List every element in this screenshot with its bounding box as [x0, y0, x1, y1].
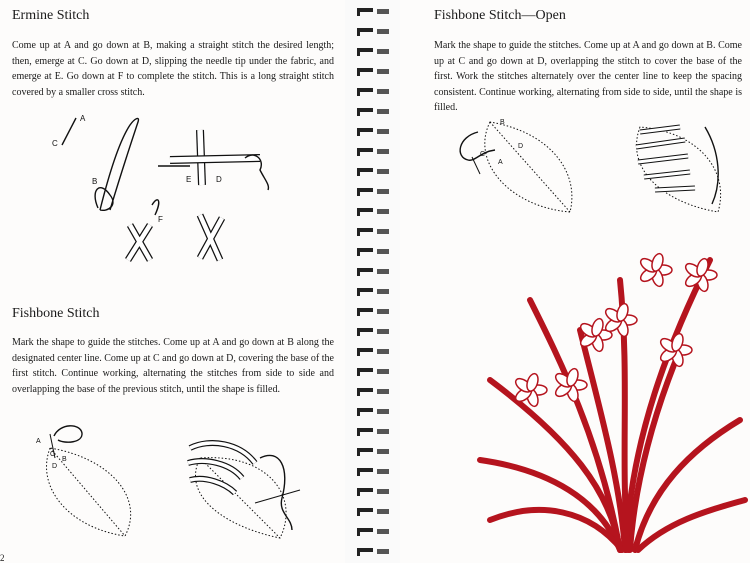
- binding-ring: [357, 248, 389, 256]
- fishbone-label-a: A: [36, 438, 41, 445]
- binding-ring: [357, 268, 389, 276]
- binding-ring: [357, 188, 389, 196]
- binding-ring: [357, 488, 389, 496]
- ermine-stitch-instructions: Come up at A and go down at B, making a straight stitch the desired length; then, emerge at C. Go down at D, slipping the needle tip under the fabric, and emerge at E. Go down at F to complete the stitch. This is a long straight stitch covered by a smaller cross stitch.: [12, 40, 334, 98]
- ermine-label-a: A: [80, 114, 86, 123]
- binding-ring: [357, 528, 389, 536]
- fishbone-stitch-heading: Fishbone Stitch: [12, 306, 100, 321]
- open-label-a: A: [498, 159, 503, 166]
- spiral-binding: [345, 0, 400, 563]
- left-page: [0, 0, 345, 563]
- binding-rings: [345, 0, 400, 563]
- binding-ring: [357, 428, 389, 436]
- iris-leaf: [626, 260, 710, 550]
- binding-ring: [357, 168, 389, 176]
- ermine-label-d: D: [216, 175, 222, 184]
- binding-ring: [357, 28, 389, 36]
- page-number: 2: [0, 553, 5, 563]
- binding-ring: [357, 408, 389, 416]
- binding-ring: [357, 308, 389, 316]
- fishbone-stitch-diagram: [30, 418, 310, 543]
- ermine-label-c: C: [52, 139, 58, 148]
- binding-ring: [357, 328, 389, 336]
- binding-ring: [357, 348, 389, 356]
- ermine-label-b: B: [92, 177, 98, 186]
- binding-ring: [357, 548, 389, 556]
- fishbone-open-diagram: [450, 112, 740, 222]
- open-label-c: C: [480, 151, 486, 158]
- binding-ring: [357, 68, 389, 76]
- fishbone-label-d: D: [52, 463, 58, 470]
- binding-ring: [357, 48, 389, 56]
- fishbone-open-heading: Fishbone Stitch—Open: [434, 8, 566, 23]
- binding-ring: [357, 508, 389, 516]
- binding-ring: [357, 8, 389, 16]
- binding-ring: [357, 368, 389, 376]
- fishbone-stitch-instructions: Mark the shape to guide the stitches. Come up at A and go down at B along the designated center line. Come up at C and go down at D, covering the base of the first stitch. Continue working, alternating the stitches from side to side and overlapping the base of the previous stitch, until the shape is filled.: [12, 337, 334, 395]
- binding-ring: [357, 388, 389, 396]
- binding-ring: [357, 128, 389, 136]
- ermine-label-e: E: [186, 175, 192, 184]
- fishbone-label-c: C: [50, 451, 56, 458]
- binding-ring: [357, 148, 389, 156]
- binding-ring: [357, 288, 389, 296]
- open-label-d: D: [518, 143, 524, 150]
- right-page: [400, 0, 750, 563]
- binding-ring: [357, 88, 389, 96]
- open-label-b: B: [500, 119, 505, 126]
- binding-ring: [357, 108, 389, 116]
- binding-ring: [357, 228, 389, 236]
- ermine-stitch-diagram: [40, 100, 330, 280]
- binding-ring: [357, 448, 389, 456]
- fishbone-label-b: B: [62, 456, 67, 463]
- fishbone-open-instructions: Mark the shape to guide the stitches. Come up at A and go down at B. Come up at C and go down at D, overlapping the stitch to cover the base of the first. Work the stitches alternately over the center line to keep the spacing consistent. Continue working, alternating from side to side, until the shape is filled.: [434, 40, 742, 113]
- binding-ring: [357, 208, 389, 216]
- ermine-label-f: F: [158, 215, 163, 224]
- ermine-stitch-heading: Ermine Stitch: [12, 8, 90, 23]
- binding-ring: [357, 468, 389, 476]
- iris-flower-illustration: [470, 240, 750, 560]
